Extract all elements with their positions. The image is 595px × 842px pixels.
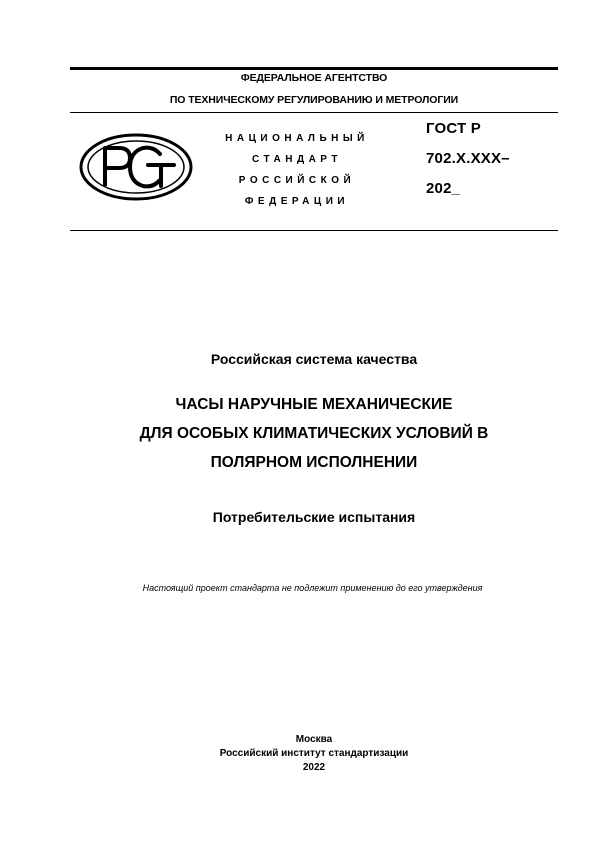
document-subtitle: Потребительские испытания xyxy=(212,509,416,525)
document-title xyxy=(70,390,558,477)
header-bottom-rule xyxy=(70,230,558,231)
series-title: Российская система качества xyxy=(210,351,418,367)
document-title-line3: ПОЛЯРНОМ ИСПОЛНЕНИИ xyxy=(210,454,418,471)
top-rule xyxy=(70,67,558,70)
gost-designation-line2: 702.X.XXX– xyxy=(426,150,510,167)
draft-notice: Настоящий проект стандарта не подлежит применению до его утверждения xyxy=(142,583,483,593)
national-label-line1: НАЦИОНАЛЬНЫЙ xyxy=(225,133,369,144)
document-title-line1: ЧАСЫ НАРУЧНЫЕ МЕХАНИЧЕСКИЕ xyxy=(175,396,453,413)
national-label-line3: РОССИЙСКОЙ xyxy=(238,175,356,186)
imprint-publisher: Российский институт стандартизации xyxy=(219,748,409,759)
header-divider-rule xyxy=(70,112,558,113)
gost-designation-line1: ГОСТ Р xyxy=(426,120,481,137)
national-label-line2: СТАНДАРТ xyxy=(252,154,342,165)
rst-certification-mark-icon xyxy=(78,132,194,202)
gost-designation-line3: 202_ xyxy=(426,180,461,197)
imprint-year: 2022 xyxy=(302,762,326,773)
document-title-line2: ДЛЯ ОСОБЫХ КЛИМАТИЧЕСКИХ УСЛОВИЙ В xyxy=(139,425,489,442)
national-label-line4: ФЕДЕРАЦИИ xyxy=(244,196,350,207)
imprint xyxy=(70,733,558,775)
agency-name-line1: ФЕДЕРАЛЬНОЕ АГЕНТСТВО xyxy=(240,72,388,84)
imprint-city: Москва xyxy=(295,734,333,745)
agency-name-line2: ПО ТЕХНИЧЕСКОМУ РЕГУЛИРОВАНИЮ И МЕТРОЛОГИИ xyxy=(169,94,459,106)
